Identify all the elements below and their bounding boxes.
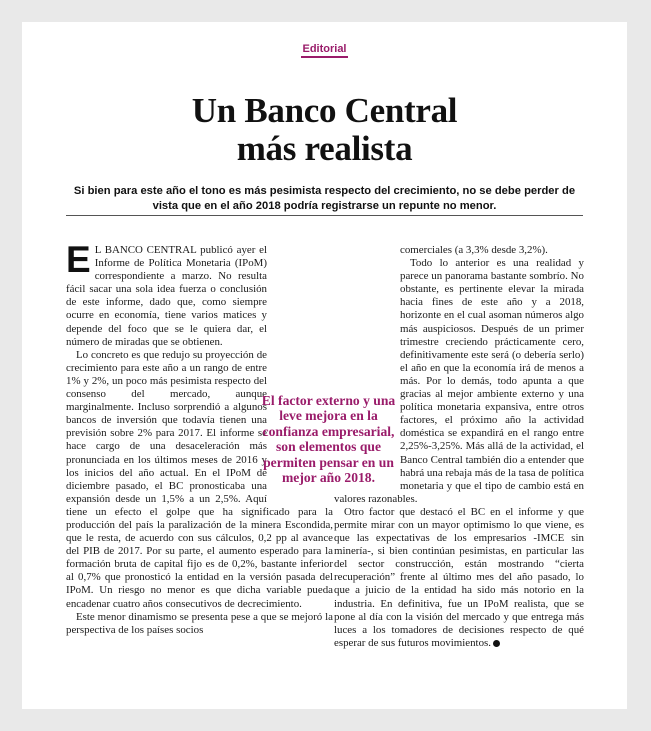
body-paragraph: Todo lo anterior es una realidad y parece un panorama bastante sombrío. No obstante, es pertinente elevar la mirada hacia fines de este año y a 2018, horizonte en el cual asoman números algo más auspiciosos. Después de un primer trimestre creciendo prácticamente cero, definitivamente este será (o debería serlo) el año en que la economía irá de menos a más. Por lo demás, todo apunta a que gracias al mejor ambiente externo y una política monetaria expansiva, entre otros factores, el próximo año la actividad doméstica se expandirá en el rango entre 2,25%-3,25%. Más allá de la actividad, el Banco Central también dio a entender que habrá una rebaja más de la tasa de política monetaria y que el tipo de cambio está en valores razonables. [334,257,584,505]
headline [22,92,627,168]
divider-rule [66,215,583,216]
body-paragraph: Este menor dinamismo se presenta pese a que se mejoró la perspectiva de los países socios [66,610,333,636]
section-kicker [22,39,627,57]
kicker-label: Editorial [301,43,347,58]
drop-cap: E [66,239,91,280]
headline-line-1: Un Banco Central [191,91,458,130]
headline-line-2: más realista [236,129,413,168]
end-of-article-icon [493,640,500,647]
body-paragraph: comerciales (a 3,3% desde 3,2%). [400,244,548,256]
deck-subtitle: Si bien para este año el tono es más pesimista respecto del crecimiento, no se debe perder de vista que en el año 2018 podría registrarse un repunte no menor. [73,185,576,212]
body-paragraph: Otro factor que destacó el BC en el informe y que permite mirar con un mayor optimismo lo que viene, es que las expectativas de los empresarios -IMCE sin minería-, si bien continúan pesimistas, en particular las del sector construcción, están mostrando “cierta recuperación” frente al último mes del año pasado, lo que a juicio de la entidad ha sido más notorio en la industria. En definitiva, fue un IPoM realista, que se pone al día con la visión del mercado y que entrega más luces a los tomadores de decisiones respecto de qué esperar de sus futuros movimientos. [334,505,584,649]
article-page [22,22,627,709]
pull-quote: El factor externo y una leve mejora en la confianza empresarial, son elementos que permiten pensar en un mejor año 2018. [261,393,396,486]
body-paragraph: Lo concreto es que redujo su proyección de crecimiento para este año a un rango de entre 1% y 2%, un poco más pesimista respecto del consenso del mercado, aunque marginalmente. Incluso sorprendió a algunos bancos de inversión que todavía tienen una previsión sobre 2% para 2017. El informe se hace cargo de una desaceleración más pronunciada en los últimos meses de 2016 y los inicios del año actual. En el IPoM de diciembre pasado, el BC pronosticaba una expansión desde un 1,5% a un 2,5%. Aquí tiene un efecto el golpe que ha significado para la producción del país la paralización de la minera Escondida, que le resta, de acuerdo con sus cálculos, 0,2 pp al avance del PIB de 2017. Por su parte, el aumento esperado para la formación bruta de capital fijo es de 0,2%, bastante inferior al 0,7% que pronosticó la entidad en la versión pasada del IPoM. Un riesgo no menor es que dicha variable pueda encadenar cuatro años consecutivos de decrecimiento. [66,348,333,610]
body-paragraph: E L BANCO CENTRAL publicó ayer el Informe de Política Monetaria (IPoM) correspondiente a marzo. No resulta fácil sacar una sola idea fuerza o conclusión de este informe, dado que, como siempre ocurre en economía, tiene varios matices y depende del foco que se le quiera dar, el número de miradas que se obtienen. [66,239,267,348]
